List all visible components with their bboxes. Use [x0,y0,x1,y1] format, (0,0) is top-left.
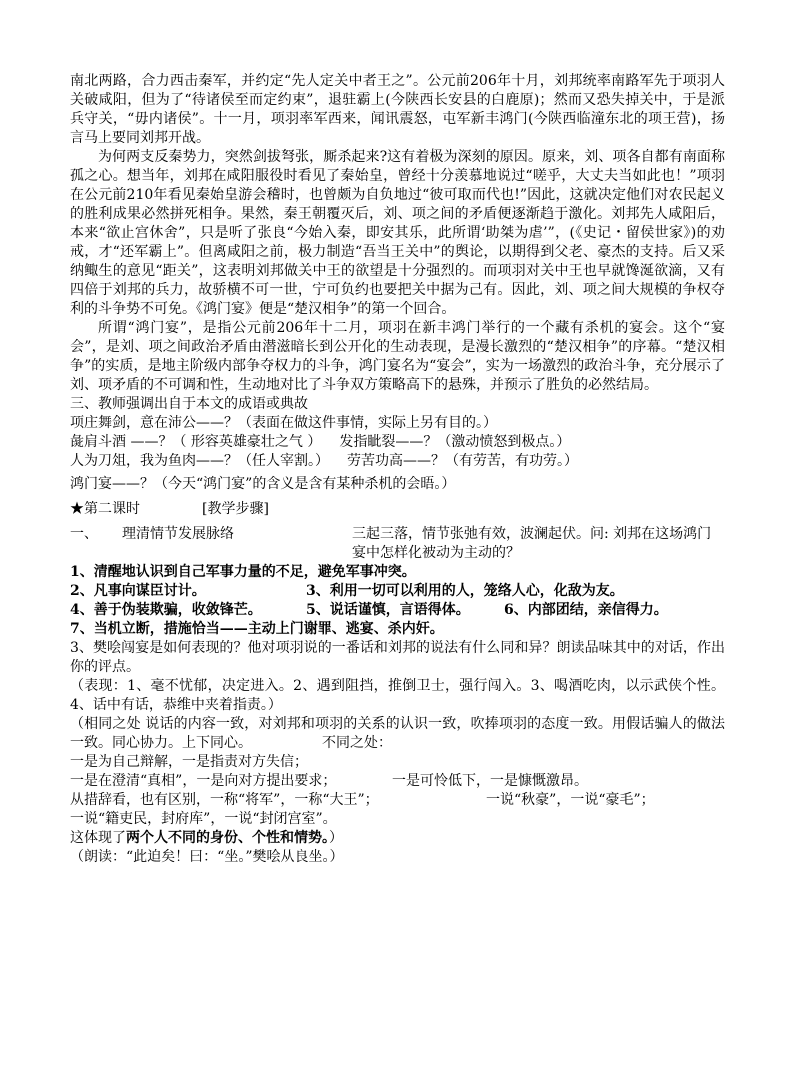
summary-suffix: ） [329,830,343,846]
answer-5: 5、说话谨慎，言语得体。 [306,602,470,618]
answer-2-3 [70,582,725,601]
answer-3-performance: （表现：1、毫不忧郁，决定进入。2、遇到阻挡，推倒卫士，强行闯入。3、喝酒吃肉，以示武侠个性。4、话中有话，恭维中夹着指责。） [70,678,725,713]
lesson2-steps: [教学步骤] [202,501,269,517]
question-1-rest: 三起三落，情节张弛有效，波澜起伏。问: 刘邦在这场鸿门宴中怎样化被动为主动的？ [352,526,712,561]
answer-3: 3、利用一切可以利用的人，笼络人心，化敌为友。 [306,583,624,599]
summary-prefix: 这体现了 [70,830,126,846]
question-1-num: 一、 [70,526,98,542]
difference-1: 一是为自己辩解，一是指责对方失信； [70,754,308,770]
difference-3b: 一说“秋豪”，一说“豪毛”； [486,792,655,808]
difference-2 [70,772,725,791]
paragraph-reasons: 为何两支反秦势力，突然剑拔弩张，厮杀起来?这有着极为深刻的原因。原来，刘、项各自都有南面称孤之心。想当年，刘邦在咸阳服役时看见了秦始皇，曾经十分羡慕地说过“嗟乎，大丈夫当如此也！”项羽在公元前210年看见秦始皇游会稽时，也曾颇为自负地过“彼可取而代也!”因此，这就决定他们对农民起义的胜利成果必然拼死相争。果然，秦王朝覆灭后，刘、项之间的矛盾便逐渐趋于激化。刘邦先人咸阳后，本来“欲止宫休舍”，只是听了张良“今始入秦，即安其乐，此所谓‘助桀为虐’”，(《史记・留侯世家》)的劝戒，才“还军霸上”。但离咸阳之前，极力制造“吾当王关中”的舆论，以期得到父老、豪杰的支持。后又采纳鲰生的意见“距关”，这表明刘邦做关中王的欲望是十分强烈的。而项羽对关中王也早就馋涎欲滴，又有四倍于刘邦的兵力，故骄横不可一世，宁可负约也要把关中据为己有。因此，刘、项之间大规模的争权夺利的斗争势不可免。《鸿门宴》便是“楚汉相争”的第一个回合。 [70,149,725,317]
difference-2a: 一是在澄清“真相”，一是向对方提出要求； [70,773,337,789]
answer-3-similarity [70,715,725,753]
lesson2-title: ★第二课时 [70,501,140,517]
difference-3 [70,791,725,810]
answer-2: 2、凡事向谋臣讨计。 [70,583,206,599]
idiom-2: 彘肩斗酒 ——？（ 形容英雄豪壮之气 ） [70,434,322,450]
summary-emphasis: 两个人不同的身份、个性和情势。 [126,830,329,846]
question-1 [70,525,725,563]
difference-3a: 从措辞看，也有区别，一称“将军”，一称“大王”； [70,792,379,808]
difference-4: 一说“籍吏民，封府库”，一说“封闭宫室”。 [70,811,337,827]
difference-2b: 一是可怜低下，一是慷慨激昂。 [392,773,588,789]
similarity-text: （相同之处 说话的内容一致，对刘邦和项羽的关系的认识一致，吹捧项羽的态度一致。用假话骗人的做法一致。同心协力。上下同心。 [70,716,725,751]
idiom-3: 发指眦裂——？（激动愤怒到极点。） [339,434,571,450]
answer-4-6 [70,601,725,620]
answer-1: 1、清醒地认识到自己军事力量的不足，避免军事冲突。 [70,564,416,580]
idiom-line-2 [70,433,725,452]
idiom-5: 劳苦功高——？（有劳苦，有功劳。） [347,453,578,469]
answer-4: 4、善于伪装欺骗，收敛锋芒。 [70,602,262,618]
document-page [70,72,725,867]
answer-7: 7、当机立断，措施恰当——主动上门谢罪、逃宴、杀内奸。 [70,621,444,637]
section3-heading: 三、教师强调出自于本文的成语或典故 [70,396,308,412]
idiom-line-3 [70,452,725,471]
idiom-line-1: 项庄舞剑，意在沛公——？（表面在做这件事情，实际上另有目的。） [70,415,497,431]
reading-line: （朗读：“此迫矣！曰：“坐。”樊哙从良坐。） [70,849,344,865]
idiom-line-4: 鸿门宴——？（今天“鸿门宴”的含义是含有某种杀机的会晤。） [70,476,456,492]
lesson2-heading [70,500,725,519]
paragraph-background: 南北两路，合力西击秦军，并约定“先人定关中者王之”。公元前206年十月，刘邦统率南路军先于项羽人关破咸阳，但为了“待诸侯至而定约束”，退驻霸上(今陕西长安县的白鹿原)；然而又恐失掉关中，于是派兵守关，“毋内诸侯”。十一月，项羽率军西来，闻讯震怒，屯军新丰鸿门(今陕西临潼东北的项王营)，扬言马上要同刘邦开战。 [70,73,725,146]
difference-label: 不同之处： [322,735,392,751]
question-1-title: 理清情节发展脉络 [122,526,234,542]
paragraph-definition: 所谓“鸿门宴”，是指公元前206年十二月，项羽在新丰鸿门举行的一个藏有杀机的宴会。这个“宴会”，是刘、项之间政治矛盾由潜滋暗长到公开化的生动表现，是漫长激烈的“楚汉相争”的序幕。“楚汉相争”的实质，是地主阶级内部争夺权力的斗争，鸿门宴名为“宴会”，实为一场激烈的政治斗争，充分展示了刘、项矛盾的不可调和性，生动地对比了斗争双方策略高下的悬殊，并预示了胜负的必然结局。 [70,320,725,393]
answer-6: 6、内部团结，亲信得力。 [504,602,668,618]
summary-line [70,829,725,848]
question-3: 3、樊哙闯宴是如何表现的？他对项羽说的一番话和刘邦的说法有什么同和异？朗读品味其中的对话，作出你的评点。 [70,640,725,675]
idiom-4: 人为刀俎，我为鱼肉——？（任人宰割。） [70,453,329,469]
